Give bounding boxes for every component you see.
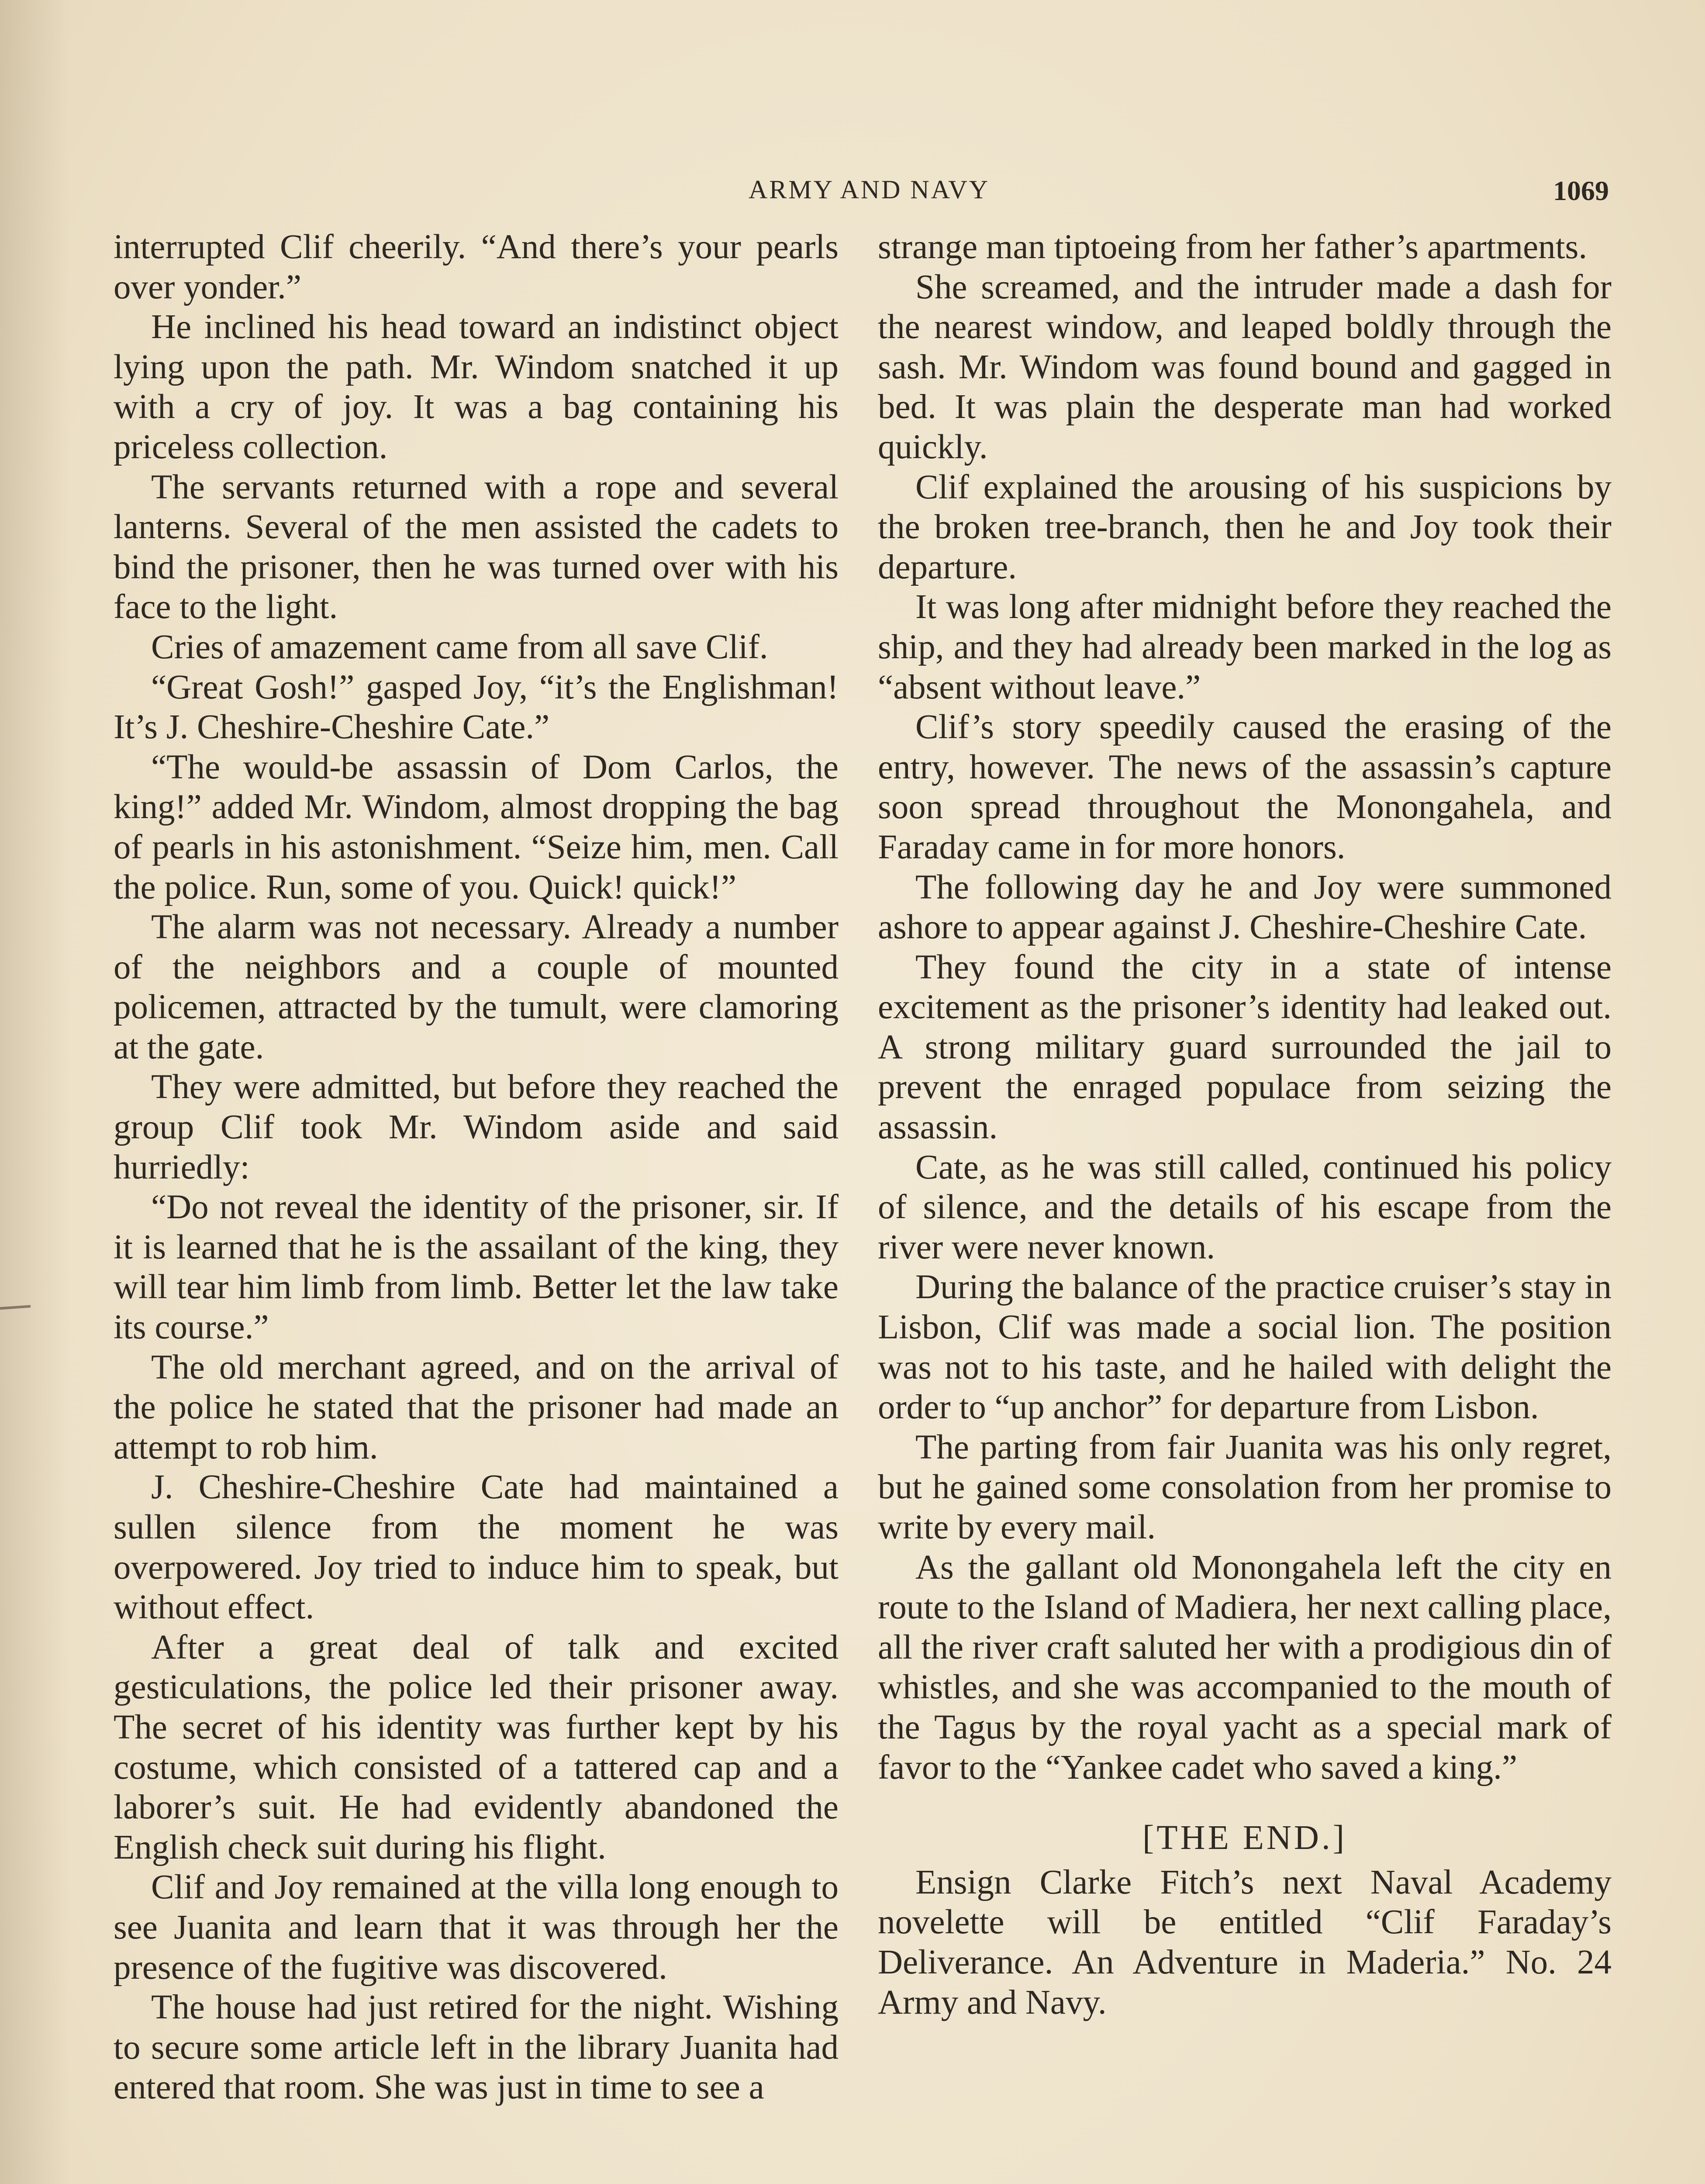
- paragraph: Cate, as he was still called, continued his policy of silence, and the details of his escape from the river were never known.: [878, 1148, 1612, 1266]
- paragraph: J. Cheshire-Cheshire Cate had maintained a sullen silence from the moment he was overpowered. Joy tried to induce him to speak, but without effect.: [114, 1468, 839, 1627]
- paragraph: The parting from fair Juanita was his only regret, but he gained some consolation from her promise to write by every mail.: [878, 1428, 1612, 1546]
- paragraph: They found the city in a state of intense excitement as the prisoner’s identity had leaked out. A strong military guard surrounded the jail to prevent the enraged populace from seizing the assassin.: [878, 948, 1612, 1147]
- paragraph: “Do not reveal the identity of the prisoner, sir. If it is learned that he is the assailant of the king, they will tear him limb from limb. Better let the law take its course.”: [114, 1188, 839, 1347]
- paragraph: After a great deal of talk and excited gesticulations, the police led their prisoner away. The secret of his identity was further kept by his costume, which consisted of a tattered cap and a laborer’s suit. He had evidently abandoned the English check suit during his flight.: [114, 1628, 839, 1866]
- paragraph: They were admitted, but before they reached the group Clif took Mr. Windom aside and said hurriedly:: [114, 1068, 839, 1186]
- paragraph: “The would-be assassin of Dom Carlos, the king!” added Mr. Windom, almost dropping the bag of pearls in his astonishment. “Seize him, men. Call the police. Run, some of you. Quick! quick!”: [114, 748, 839, 906]
- paragraph: The old merchant agreed, and on the arrival of the police he stated that the prisoner had made an attempt to rob him.: [114, 1348, 839, 1466]
- paragraph: During the balance of the practice cruiser’s stay in Lisbon, Clif was made a social lion. The position was not to his taste, and he hailed with delight the order to “up anchor” for departure from Lisbon.: [878, 1268, 1612, 1427]
- paragraph: The house had just retired for the night. Wishing to secure some article left in the library Juanita had entered that room. She was just in time to see a: [114, 1988, 839, 2107]
- paragraph: strange man tiptoeing from her father’s apartments.: [878, 228, 1588, 266]
- paragraph: Clif and Joy remained at the villa long enough to see Juanita and learn that it was through her the presence of the fugitive was discovered.: [114, 1868, 839, 1987]
- paragraph: Cries of amazement came from all save Clif.: [151, 628, 768, 666]
- the-end-marker: [THE END.]: [1142, 1819, 1347, 1857]
- spine-shadow: [0, 0, 70, 2184]
- right-column: [878, 227, 1612, 2022]
- paragraph: She screamed, and the intruder made a dash for the nearest window, and leaped boldly through the sash. Mr. Windom was found bound and gagged in bed. It was plain the desperate man had worked quickly.: [878, 268, 1612, 466]
- page-number: 1069: [1553, 175, 1609, 206]
- paragraph: Clif’s story speedily caused the erasing of the entry, however. The news of the assassin’s capture soon spread throughout the Monongahela, and Faraday came in for more honors.: [878, 708, 1612, 866]
- paragraph: The alarm was not necessary. Already a number of the neighbors and a couple of mounted policemen, attracted by the tumult, were clamoring at the gate.: [114, 908, 839, 1066]
- paragraph: He inclined his head toward an indistinct object lying upon the path. Mr. Windom snatched it up with a cry of joy. It was a bag containing his priceless collection.: [114, 308, 839, 466]
- paragraph: It was long after midnight before they reached the ship, and they had already been marked in the log as “absent without leave.”: [878, 588, 1612, 706]
- paragraph: interrupted Clif cheerily. “And there’s your pearls over yonder.”: [114, 228, 839, 306]
- page-header: [0, 175, 1705, 214]
- running-head: ARMY AND NAVY: [748, 175, 990, 204]
- paragraph: The servants returned with a rope and several lanterns. Several of the men assisted the cadets to bind the prisoner, then he was turned over with his face to the light.: [114, 468, 839, 626]
- paragraph: The following day he and Joy were summoned ashore to appear against J. Cheshire-Cheshire Cate.: [878, 868, 1612, 947]
- paragraph: “Great Gosh!” gasped Joy, “it’s the Englishman! It’s J. Cheshire-Cheshire Cate.”: [114, 668, 839, 746]
- next-issue-note: Ensign Clarke Fitch’s next Naval Academy novelette will be entitled “Clif Faraday’s Deliverance. An Adventure in Maderia.” No. 24 Army and Navy.: [878, 1863, 1612, 2022]
- paragraph: Clif explained the arousing of his suspicions by the broken tree-branch, then he and Joy took their departure.: [878, 468, 1612, 586]
- paragraph: As the gallant old Monongahela left the city en route to the Island of Madiera, her next calling place, all the river craft saluted her with a prodigious din of whistles, and she was accompanied to the mouth of the Tagus by the royal yacht as a special mark of favor to the “Yankee cadet who saved a king.”: [878, 1548, 1612, 1787]
- left-column: [114, 227, 839, 2108]
